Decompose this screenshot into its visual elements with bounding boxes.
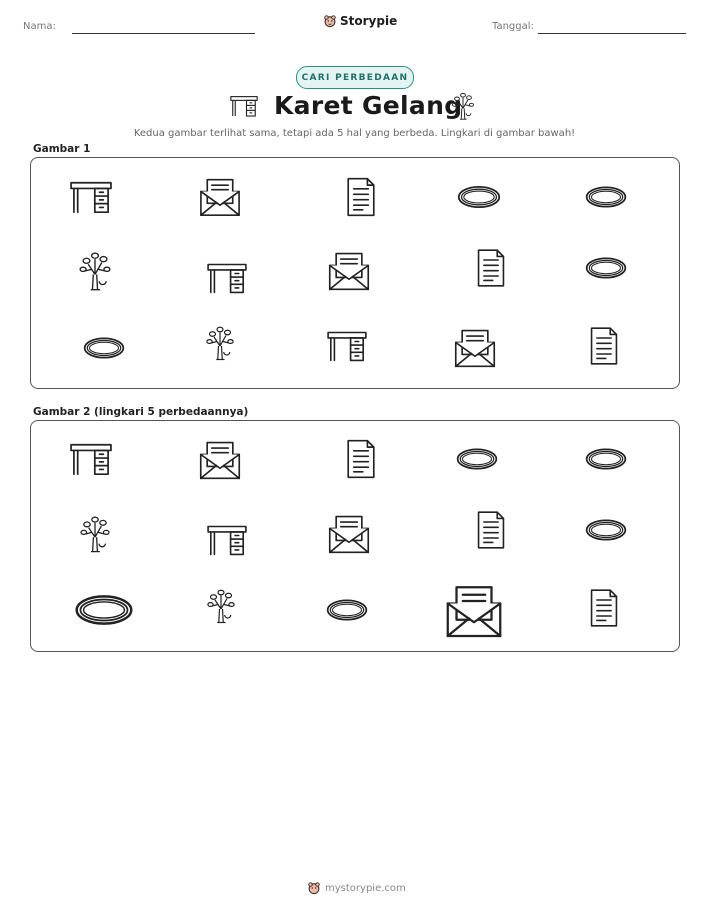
tree-icon xyxy=(78,248,112,294)
desk-icon xyxy=(205,260,249,296)
footer xyxy=(307,881,406,895)
document-icon xyxy=(475,247,507,289)
name-field[interactable] xyxy=(72,33,255,34)
desk-icon xyxy=(68,178,114,216)
section2-label: Gambar 2 (lingkari 5 perbedaannya) xyxy=(33,406,249,418)
envelope-icon xyxy=(453,327,497,369)
envelope-icon xyxy=(198,177,242,217)
rubber-band-icon xyxy=(584,182,628,212)
footer-site: mystorypie.com xyxy=(325,882,406,894)
document-icon[interactable] xyxy=(588,587,620,629)
rubber-band-icon xyxy=(584,252,628,284)
name-label: Nama: xyxy=(23,21,56,32)
tree-icon xyxy=(451,90,475,122)
document-icon xyxy=(344,176,378,218)
rubber-band-icon[interactable] xyxy=(455,444,499,474)
envelope-icon[interactable] xyxy=(444,581,504,641)
mascot-icon xyxy=(307,881,321,895)
document-icon[interactable] xyxy=(475,509,507,551)
envelope-icon[interactable] xyxy=(327,513,371,555)
desk-icon xyxy=(229,93,259,119)
instructions-text: Kedua gambar terlihat sama, tetapi ada 5 hal yang berbeda. Lingkari di gambar bawah! xyxy=(133,128,576,139)
date-label: Tanggal: xyxy=(492,21,534,32)
document-icon[interactable] xyxy=(344,438,378,480)
section1-label: Gambar 1 xyxy=(33,143,91,155)
rubber-band-icon[interactable] xyxy=(584,444,628,474)
date-field[interactable] xyxy=(538,33,686,34)
brand-name: Storypie xyxy=(340,14,398,28)
tree-icon[interactable] xyxy=(206,584,236,628)
desk-icon[interactable] xyxy=(205,522,249,558)
page-title: Karet Gelang xyxy=(274,91,463,120)
desk-icon[interactable] xyxy=(68,440,114,478)
brand-logo xyxy=(323,14,397,28)
envelope-icon xyxy=(327,250,371,292)
rubber-band-icon[interactable] xyxy=(73,591,135,629)
desk-icon xyxy=(325,328,369,364)
rubber-band-icon[interactable] xyxy=(584,515,628,545)
rubber-band-icon[interactable] xyxy=(325,595,369,625)
mascot-icon xyxy=(323,14,337,28)
tree-icon xyxy=(205,321,235,365)
rubber-band-icon xyxy=(82,333,126,363)
document-icon xyxy=(588,325,620,367)
activity-badge: CARI PERBEDAAN xyxy=(296,66,414,89)
tree-icon[interactable] xyxy=(79,512,111,556)
rubber-band-icon xyxy=(456,180,502,214)
envelope-icon[interactable] xyxy=(198,439,242,481)
